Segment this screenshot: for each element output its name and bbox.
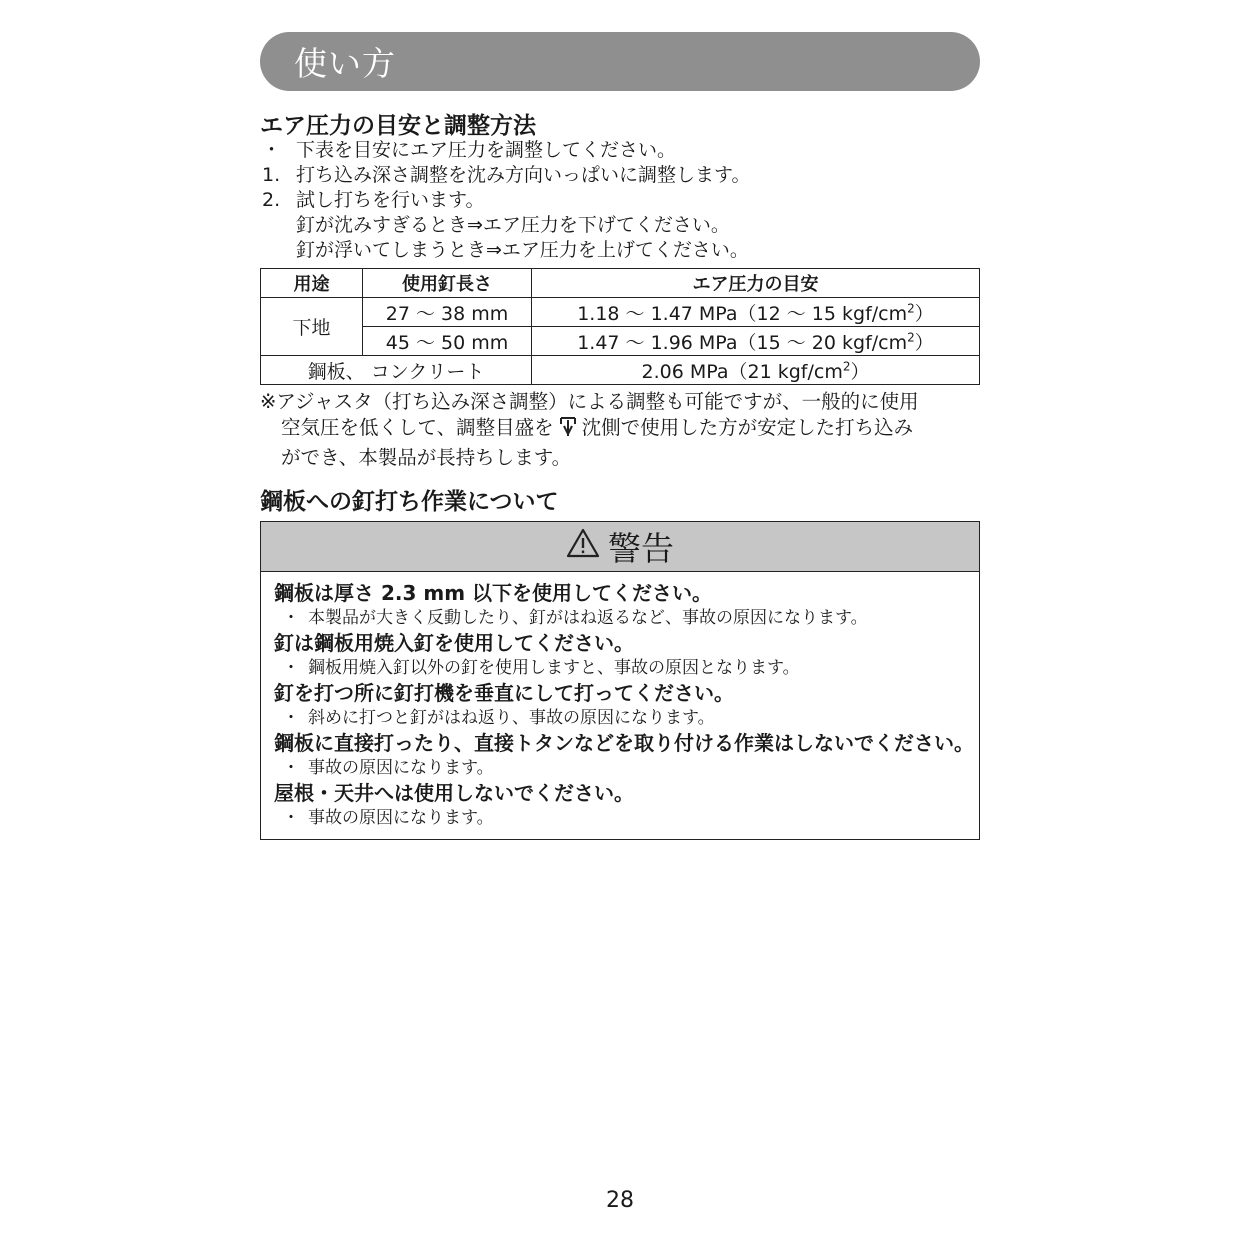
col-header-pressure: エア圧力の目安 (532, 269, 980, 298)
bullet-mark: ・ (282, 608, 300, 628)
cell-use: 鋼板、 コンクリート (261, 356, 532, 385)
cell-length: 27 ～ 38 mm (363, 298, 532, 327)
warning-item-detail (274, 656, 979, 681)
instruction-item (260, 163, 980, 188)
warning-item-title: 屋根・天井へは使用しないでください。 (274, 781, 634, 805)
page-number: 28 (606, 1188, 634, 1213)
pressure-close: ） (914, 302, 934, 325)
instruction-text: 釘が浮いてしまうとき⇒エア圧力を上げてください。 (296, 239, 749, 261)
nail-sink-icon (558, 416, 578, 445)
warning-item-title: 釘を打つ所に釘打機を垂直にして打ってください。 (274, 681, 734, 705)
col-header-use: 用途 (261, 269, 363, 298)
note-line (260, 415, 980, 445)
bullet-mark: ・ (282, 808, 300, 828)
instruction-text: 釘が沈みすぎるとき⇒エア圧力を下げてください。 (296, 214, 730, 236)
manual-page (260, 32, 980, 828)
warning-item-detail (274, 706, 979, 731)
warning-body (261, 572, 979, 831)
instruction-item (260, 138, 980, 163)
instruction-mark: ・ (262, 139, 282, 161)
pressure-close: ） (850, 360, 870, 383)
instruction-mark (260, 213, 296, 238)
note-line: ※アジャスタ（打ち込み深さ調整）による調整も可能ですが、一般的に使用 (260, 390, 919, 413)
instruction-item (260, 188, 980, 213)
detail-text: 事故の原因になります。 (308, 808, 494, 828)
bullet-mark: ・ (282, 758, 300, 778)
note-text: 空気圧を低くして、調整目盛を (281, 416, 554, 439)
detail-text: 事故の原因になります。 (308, 758, 494, 778)
cell-length: 45 ～ 50 mm (363, 327, 532, 356)
warning-box (260, 521, 980, 840)
pressure-value: 1.47 ～ 1.96 MPa（15 ～ 20 kgf/cm (577, 331, 908, 354)
detail-text: 斜めに打つと釘がはね返り、事故の原因になります。 (308, 708, 715, 728)
table-row (261, 356, 980, 385)
unit-superscript: 2 (842, 359, 851, 374)
cell-pressure (532, 298, 980, 327)
cell-pressure (532, 327, 980, 356)
detail-text: 鋼板用焼入釘以外の釘を使用しますと、事故の原因となります。 (308, 658, 800, 678)
header-title: 使い方 (294, 44, 396, 83)
air-pressure-table (260, 268, 980, 385)
instruction-item (260, 238, 980, 263)
warning-label: 警告 (608, 529, 674, 568)
note-line: ができ、本製品が長持ちします。 (281, 446, 572, 469)
instruction-list (260, 138, 980, 263)
bullet-mark: ・ (282, 658, 300, 678)
air-pressure-title: エア圧力の目安と調整方法 (260, 113, 536, 139)
instruction-mark (260, 238, 296, 263)
warning-item-detail (274, 606, 979, 631)
pressure-close: ） (914, 331, 934, 354)
cell-use: 下地 (261, 298, 363, 356)
instruction-item (260, 213, 980, 238)
table-header-row (261, 269, 980, 298)
unit-superscript: 2 (907, 330, 915, 345)
warning-triangle-icon (566, 527, 600, 566)
note-text: 沈側で使用した方が安定した打ち込み (581, 416, 914, 439)
col-header-length: 使用釘長さ (363, 269, 532, 298)
table-row (261, 298, 980, 327)
adjuster-note (260, 389, 980, 471)
warning-header (261, 522, 979, 572)
warning-item-title: 鋼板は厚さ 2.3 mm 以下を使用してください。 (274, 581, 712, 605)
warning-item-title: 鋼板に直接打ったり、直接トタンなどを取り付ける作業はしないでください。 (274, 731, 974, 755)
unit-superscript: 2 (907, 301, 915, 316)
instruction-mark: 2. (262, 189, 281, 211)
steel-plate-title: 鋼板への釘打ち作業について (260, 489, 559, 515)
instruction-mark: 1. (262, 164, 281, 186)
instruction-text: 打ち込み深さ調整を沈み方向いっぱいに調整します。 (296, 164, 751, 186)
warning-item-title: 釘は鋼板用焼入釘を使用してください。 (274, 631, 634, 655)
table-row (261, 327, 980, 356)
pressure-value: 2.06 MPa（21 kgf/cm (641, 360, 843, 383)
cell-pressure (532, 356, 980, 385)
section-header (260, 32, 980, 91)
pressure-value: 1.18 ～ 1.47 MPa（12 ～ 15 kgf/cm (577, 302, 908, 325)
instruction-text: 下表を目安にエア圧力を調整してください。 (296, 139, 677, 161)
instruction-text: 試し打ちを行います。 (296, 189, 485, 211)
bullet-mark: ・ (282, 708, 300, 728)
warning-item-detail (274, 756, 979, 781)
warning-item-detail (274, 806, 979, 831)
detail-text: 本製品が大きく反動したり、釘がはね返るなど、事故の原因になります。 (308, 608, 868, 628)
